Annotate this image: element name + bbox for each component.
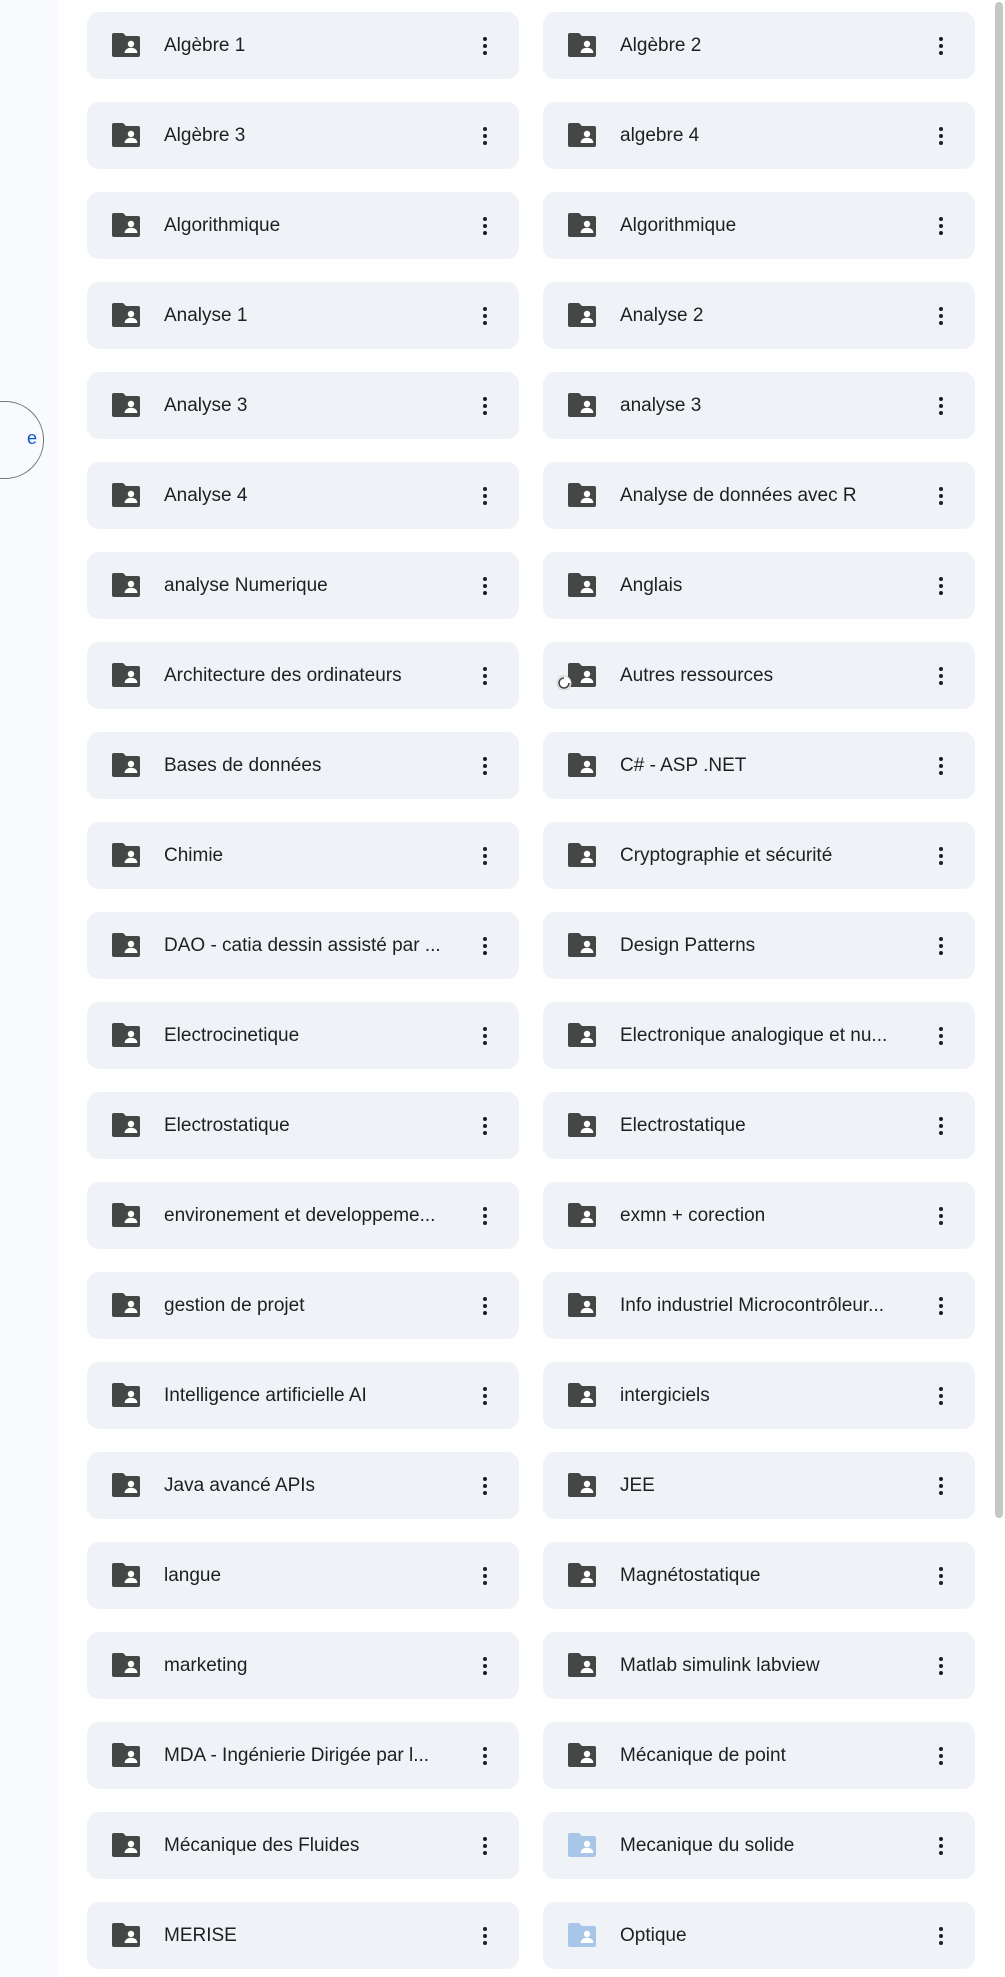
folder-name: analyse 3: [620, 395, 702, 416]
shared-folder-icon: [111, 932, 141, 958]
folder-name: JEE: [620, 1475, 655, 1496]
more-options-icon[interactable]: [469, 1110, 501, 1142]
more-options-icon[interactable]: [925, 300, 957, 332]
more-options-icon[interactable]: [925, 660, 957, 692]
shared-folder-icon: [567, 752, 597, 778]
more-options-icon[interactable]: [925, 1920, 957, 1952]
folder-card[interactable]: [543, 1722, 975, 1789]
shared-folder-icon: [567, 1202, 597, 1228]
shared-folder-icon: [111, 1382, 141, 1408]
shared-folder-icon: [567, 302, 597, 328]
folder-card[interactable]: [87, 1812, 519, 1879]
more-options-icon[interactable]: [925, 1830, 957, 1862]
shared-folder-icon: [111, 392, 141, 418]
folder-name: algebre 4: [620, 125, 700, 146]
folder-name: Mécanique des Fluides: [164, 1835, 360, 1856]
folder-card[interactable]: [543, 552, 975, 619]
folder-card[interactable]: [87, 642, 519, 709]
shared-folder-icon: [111, 122, 141, 148]
shared-folder-icon: [111, 482, 141, 508]
folder-card[interactable]: [543, 1002, 975, 1069]
more-options-icon[interactable]: [469, 1740, 501, 1772]
more-options-icon[interactable]: [469, 1920, 501, 1952]
shared-folder-icon: [567, 1022, 597, 1048]
folder-card[interactable]: [543, 1812, 975, 1879]
shared-folder-icon: [111, 1832, 141, 1858]
more-options-icon[interactable]: [469, 1200, 501, 1232]
folder-name: Magnétostatique: [620, 1565, 761, 1586]
folder-name: Algèbre 1: [164, 35, 246, 56]
shared-folder-icon: [567, 1832, 597, 1858]
folder-name: Analyse 2: [620, 305, 704, 326]
more-options-icon[interactable]: [925, 1020, 957, 1052]
shared-folder-icon: [111, 1472, 141, 1498]
folder-card[interactable]: [87, 372, 519, 439]
folder-card[interactable]: [543, 912, 975, 979]
folder-card[interactable]: [543, 282, 975, 349]
folder-name: Algorithmique: [620, 215, 737, 236]
shared-folder-icon: [111, 32, 141, 58]
shared-folder-icon: [567, 1652, 597, 1678]
folder-name: intergiciels: [620, 1385, 710, 1406]
folder-card[interactable]: [87, 1002, 519, 1069]
folder-card[interactable]: [87, 1182, 519, 1249]
folder-card[interactable]: [543, 1182, 975, 1249]
shared-folder-icon: [567, 1922, 597, 1948]
shared-folder-icon: [567, 122, 597, 148]
folder-card[interactable]: [87, 1362, 519, 1429]
folder-name: Electronique analogique et nu...: [620, 1025, 888, 1046]
folder-name: Chimie: [164, 845, 224, 866]
folder-name: Cryptographie et sécurité: [620, 845, 833, 866]
more-options-icon[interactable]: [925, 1470, 957, 1502]
folder-name: Algèbre 3: [164, 125, 246, 146]
folder-card[interactable]: [543, 1542, 975, 1609]
folder-card[interactable]: [87, 102, 519, 169]
folder-name: gestion de projet: [164, 1295, 305, 1316]
folder-name: Electrocinetique: [164, 1025, 300, 1046]
shared-folder-icon: [111, 842, 141, 868]
folder-name: Intelligence artificielle AI: [164, 1385, 367, 1406]
folder-grid: [87, 12, 1005, 1969]
shared-folder-icon: [111, 1022, 141, 1048]
folder-card[interactable]: [87, 1632, 519, 1699]
more-options-icon[interactable]: [469, 570, 501, 602]
folder-card[interactable]: [543, 12, 975, 79]
shared-folder-icon: [567, 932, 597, 958]
more-options-icon[interactable]: [925, 840, 957, 872]
folder-name: Analyse 3: [164, 395, 248, 416]
folder-card[interactable]: [543, 1452, 975, 1519]
more-options-icon[interactable]: [469, 300, 501, 332]
folder-card[interactable]: [87, 1542, 519, 1609]
folder-card[interactable]: [87, 1272, 519, 1339]
folder-name: Analyse de données avec R: [620, 485, 857, 506]
folder-name: Bases de données: [164, 755, 322, 776]
more-options-icon[interactable]: [469, 930, 501, 962]
folder-name: Electrostatique: [164, 1115, 290, 1136]
folder-card[interactable]: [543, 372, 975, 439]
folder-card[interactable]: [543, 1092, 975, 1159]
folder-card[interactable]: [87, 1452, 519, 1519]
folder-card[interactable]: [87, 912, 519, 979]
more-options-icon[interactable]: [469, 1290, 501, 1322]
folder-card[interactable]: [543, 822, 975, 889]
new-button[interactable]: [0, 401, 44, 479]
more-options-icon[interactable]: [469, 750, 501, 782]
more-options-icon[interactable]: [469, 1020, 501, 1052]
shared-folder-icon: [111, 212, 141, 238]
folder-card[interactable]: [543, 102, 975, 169]
more-options-icon[interactable]: [925, 390, 957, 422]
folder-name: MERISE: [164, 1925, 237, 1946]
shared-folder-icon: [111, 302, 141, 328]
shared-folder-icon: [111, 662, 141, 688]
more-options-icon[interactable]: [925, 750, 957, 782]
more-options-icon[interactable]: [925, 1110, 957, 1142]
more-options-icon[interactable]: [925, 930, 957, 962]
folder-name: Anglais: [620, 575, 683, 596]
more-options-icon[interactable]: [925, 480, 957, 512]
shared-folder-icon: [567, 1472, 597, 1498]
more-options-icon[interactable]: [925, 1380, 957, 1412]
more-options-icon[interactable]: [469, 30, 501, 62]
folder-name: Architecture des ordinateurs: [164, 665, 402, 686]
folder-card[interactable]: [87, 12, 519, 79]
folder-name: DAO - catia dessin assisté par ...: [164, 935, 441, 956]
folder-name: Electrostatique: [620, 1115, 746, 1136]
more-options-icon[interactable]: [469, 1380, 501, 1412]
shared-folder-icon: [567, 212, 597, 238]
folder-card[interactable]: [87, 192, 519, 259]
folder-card[interactable]: [87, 282, 519, 349]
more-options-icon[interactable]: [469, 1650, 501, 1682]
folder-name: environement et developpeme...: [164, 1205, 436, 1226]
scrollbar-thumb[interactable]: [995, 2, 1003, 1518]
more-options-icon[interactable]: [925, 1560, 957, 1592]
folder-card[interactable]: [543, 462, 975, 529]
folder-card[interactable]: [543, 1632, 975, 1699]
folder-name: langue: [164, 1565, 222, 1586]
folder-card[interactable]: [87, 462, 519, 529]
more-options-icon[interactable]: [469, 390, 501, 422]
folder-card[interactable]: [87, 552, 519, 619]
shared-folder-icon: [111, 752, 141, 778]
more-options-icon[interactable]: [925, 210, 957, 242]
folder-card[interactable]: [543, 192, 975, 259]
shared-folder-icon: [111, 1922, 141, 1948]
folder-card[interactable]: [543, 1902, 975, 1969]
shared-folder-icon: [567, 32, 597, 58]
folder-name: MDA - Ingénierie Dirigée par l...: [164, 1745, 430, 1766]
folder-name: Java avancé APIs: [164, 1475, 316, 1496]
folder-name: Mécanique de point: [620, 1745, 786, 1766]
folder-name: Optique: [620, 1925, 687, 1946]
shared-folder-icon: [567, 572, 597, 598]
more-options-icon[interactable]: [925, 30, 957, 62]
folder-name: Analyse 4: [164, 485, 248, 506]
shared-folder-icon: [567, 392, 597, 418]
shared-folder-icon: [111, 1202, 141, 1228]
main-content: [58, 0, 1005, 1977]
folder-name: Mecanique du solide: [620, 1835, 795, 1856]
folder-card[interactable]: [87, 1902, 519, 1969]
folder-card[interactable]: [87, 1092, 519, 1159]
shared-folder-icon: [111, 572, 141, 598]
folder-name: Analyse 1: [164, 305, 248, 326]
shared-folder-icon: [111, 1652, 141, 1678]
folder-name: exmn + corection: [620, 1205, 766, 1226]
shared-folder-icon: [567, 842, 597, 868]
more-options-icon[interactable]: [469, 1470, 501, 1502]
folder-name: Algorithmique: [164, 215, 281, 236]
folder-name: Info industriel Microcontrôleur...: [620, 1295, 885, 1316]
folder-card[interactable]: [87, 732, 519, 799]
folder-card[interactable]: [87, 1722, 519, 1789]
folder-card[interactable]: [543, 732, 975, 799]
more-options-icon[interactable]: [925, 1740, 957, 1772]
more-options-icon[interactable]: [469, 480, 501, 512]
more-options-icon[interactable]: [469, 1560, 501, 1592]
folder-name: Matlab simulink labview: [620, 1655, 820, 1676]
more-options-icon[interactable]: [469, 210, 501, 242]
shared-folder-icon: [111, 1562, 141, 1588]
shared-folder-icon: [567, 1382, 597, 1408]
more-options-icon[interactable]: [469, 1830, 501, 1862]
shared-folder-icon: [567, 1562, 597, 1588]
shared-folder-icon: [111, 1742, 141, 1768]
loading-cursor-icon: [556, 675, 572, 691]
more-options-icon[interactable]: [925, 1650, 957, 1682]
more-options-icon[interactable]: [925, 1290, 957, 1322]
shared-folder-icon: [111, 1112, 141, 1138]
folder-name: marketing: [164, 1655, 248, 1676]
folder-name: Algèbre 2: [620, 35, 702, 56]
folder-name: C# - ASP .NET: [620, 755, 747, 776]
more-options-icon[interactable]: [469, 660, 501, 692]
more-options-icon[interactable]: [925, 570, 957, 602]
new-button-label: e: [26, 428, 37, 448]
more-options-icon[interactable]: [469, 120, 501, 152]
sidebar: [0, 0, 58, 1977]
folder-name: Design Patterns: [620, 935, 756, 956]
shared-folder-icon: [111, 1292, 141, 1318]
shared-folder-icon: [567, 1112, 597, 1138]
folder-name: analyse Numerique: [164, 575, 328, 596]
folder-card[interactable]: [543, 642, 975, 709]
folder-name: Autres ressources: [620, 665, 774, 686]
folder-card[interactable]: [543, 1272, 975, 1339]
more-options-icon[interactable]: [469, 840, 501, 872]
shared-folder-icon: [567, 1292, 597, 1318]
folder-card[interactable]: [87, 822, 519, 889]
shared-folder-icon: [567, 1742, 597, 1768]
folder-card[interactable]: [543, 1362, 975, 1429]
scrollbar[interactable]: [995, 0, 1003, 1977]
shared-folder-icon: [567, 482, 597, 508]
more-options-icon[interactable]: [925, 120, 957, 152]
more-options-icon[interactable]: [925, 1200, 957, 1232]
